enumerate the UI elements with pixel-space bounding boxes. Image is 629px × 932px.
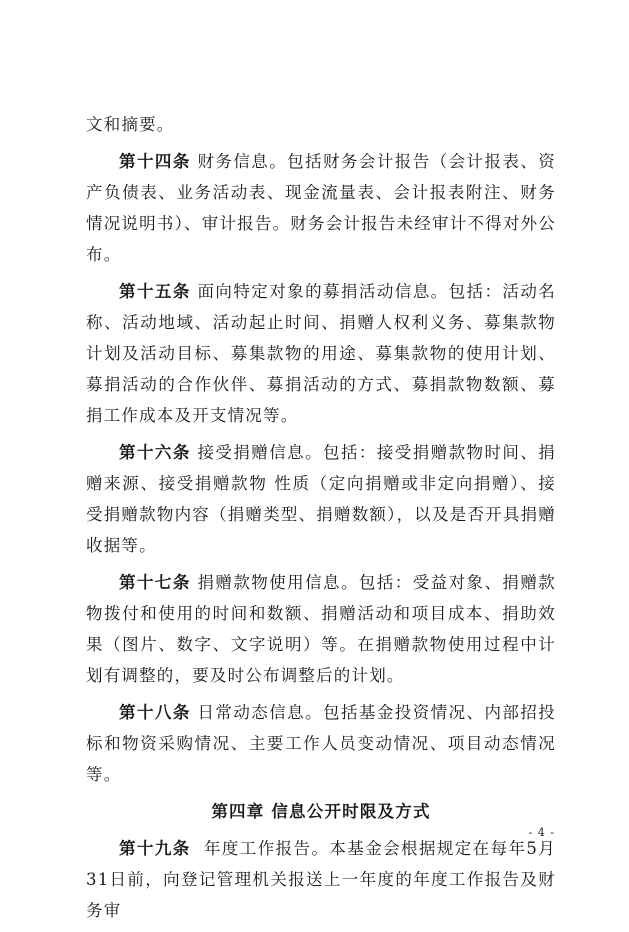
article-18	[86, 697, 556, 790]
article-14	[86, 146, 556, 270]
article-15-label: 第十五条	[119, 282, 191, 301]
article-17	[86, 567, 556, 691]
continuation-paragraph: 文和摘要。	[86, 115, 175, 134]
article-15	[86, 276, 556, 431]
article-16-label: 第十六条	[119, 443, 191, 462]
article-14-label: 第十四条	[119, 152, 191, 171]
article-19	[86, 833, 556, 926]
article-15-text: 面向特定对象的募捐活动信息。包括：活动名称、活动地域、活动起止时间、捐赠人权利义务、募集款物计划及活动目标、募集款物的用途、募集款物的使用计划、募捐活动的合作伙伴、募捐活动的方式、募捐款物数额、募捐工作成本及开支情况等。	[86, 282, 556, 425]
document-body	[86, 109, 556, 932]
article-16	[86, 437, 556, 561]
article-14-text: 财务信息。包括财务会计报告（会计报表、资产负债表、业务活动表、现金流量表、会计报表附注、财务情况说明书）、审计报告。财务会计报告未经审计不得对外公布。	[86, 152, 556, 264]
article-18-text: 日常动态信息。包括基金投资情况、内部招投标和物资采购情况、主要工作人员变动情况、项目动态情况等。	[86, 703, 556, 784]
article-16-text: 接受捐赠信息。包括：接受捐赠款物时间、捐赠来源、接受捐赠款物 性质（定向捐赠或非定向捐赠）、接受捐赠款物内容（捐赠类型、捐赠数额），以及是否开具捐赠收据等。	[86, 443, 556, 555]
page-number: - 4 -	[528, 826, 555, 839]
article-17-label: 第十七条	[119, 573, 191, 592]
article-19-text: 年度工作报告。本基金会根据规定在每年5月31日前，向登记管理机关报送上一年度的年度工作报告及财务审	[86, 839, 557, 920]
article-18-label: 第十八条	[119, 703, 191, 722]
article-19-label: 第十九条	[119, 839, 191, 858]
chapter-heading: 第四章 信息公开时限及方式	[211, 802, 431, 821]
article-17-text: 捐赠款物使用信息。包括：受益对象、捐赠款物拨付和使用的时间和数额、捐赠活动和项目成本、捐助效果（图片、数字、文字说明）等。在捐赠款物使用过程中计划有调整的，要及时公布调整后的计划。	[86, 573, 556, 685]
